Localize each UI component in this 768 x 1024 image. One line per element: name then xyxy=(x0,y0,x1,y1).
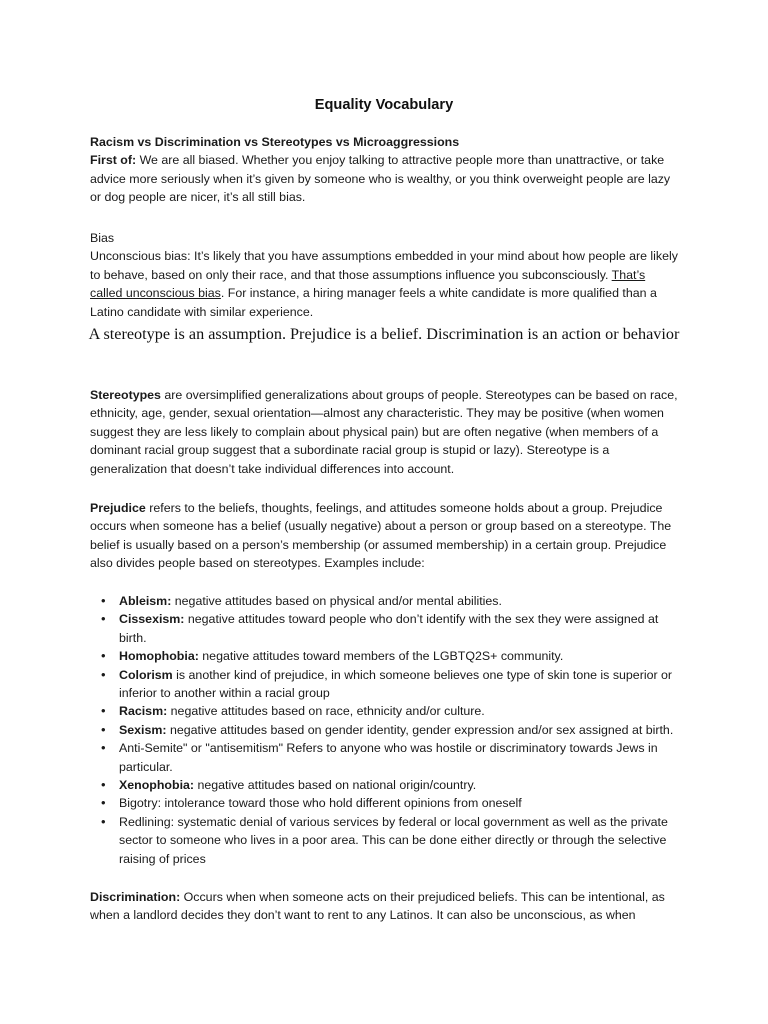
first-of-paragraph xyxy=(90,151,680,206)
discrimination-section xyxy=(90,888,680,925)
bullet-text: is another kind of prejudice, in which someone believes one type of skin tone is superior or inferior to another within a racial group xyxy=(119,667,673,701)
bias-paragraph xyxy=(90,247,680,321)
bullet-term: Cissexism: xyxy=(119,612,185,627)
list-item xyxy=(90,794,680,812)
bullet-text: Redlining: systematic denial of various services by federal or local government as well as the private sector to someone who lives in a poor area. This can be done either directly or through the selective raising of prices xyxy=(119,814,668,866)
bullet-term: Colorism xyxy=(119,667,173,682)
key-quote: A stereotype is an assumption. Prejudice is a belief. Discrimination is an action or behavior xyxy=(88,325,680,343)
bias-heading: Bias xyxy=(90,231,115,245)
stereotypes-term: Stereotypes xyxy=(90,388,161,402)
bullet-text: negative attitudes based on race, ethnicity and/or culture. xyxy=(167,704,485,719)
stereotypes-paragraph xyxy=(90,386,680,478)
list-item xyxy=(90,776,680,794)
discrimination-term: Discrimination: xyxy=(90,890,181,904)
bullet-text: negative attitudes toward people who don’t identify with the sex they were assigned at birth. xyxy=(119,612,659,645)
unconscious-bias-underlined: That’s called unconscious bias xyxy=(90,267,646,301)
bullet-term: Homophobia: xyxy=(119,649,199,664)
list-item xyxy=(90,739,680,776)
bullet-term: Xenophobia: xyxy=(119,778,195,793)
prejudice-paragraph xyxy=(90,499,680,573)
bullet-term: Sexism: xyxy=(119,722,167,737)
bullet-text: negative attitudes based on national origin/country. xyxy=(194,778,477,793)
bullet-text: Bigotry: intolerance toward those who hold different opinions from oneself xyxy=(119,796,522,811)
list-item xyxy=(90,666,680,703)
stereotypes-text: are oversimplified generalizations about groups of people. Stereotypes can be based on race, ethnicity, age, gender, sexual orientation—almost any characteristic. They may be positive (when women suggest they are less likely to complain about physical pain) but are often negative (when members of a dominant racial group suggest that a subordinate racial group is stupid or lazy). Stereotype is a generalization that doesn’t take individual differences into account. xyxy=(90,388,678,476)
bias-text-after: . For instance, a hiring manager feels a white candidate is more qualified than a Latino candidate with similar experience. xyxy=(90,286,657,319)
list-item xyxy=(90,702,680,720)
discrimination-text: Occurs when when someone acts on their prejudiced beliefs. This can be intentional, as when a landlord decides they don’t want to rent to any Latinos. It can also be unconscious, as when xyxy=(90,890,665,923)
bias-text-before: Unconscious bias: It’s likely that you have assumptions embedded in your mind about how people are likely to behave, based on only their race, and that those assumptions influence you subconsciously. xyxy=(90,249,678,282)
prejudice-section xyxy=(90,499,680,573)
bullet-text: Anti-Semite" or "antisemitism" Refers to anyone who was hostile or discriminatory towards Jews in particular. xyxy=(119,741,658,774)
intro-section xyxy=(90,133,680,207)
prejudice-term: Prejudice xyxy=(90,501,146,515)
subheading: Racism vs Discrimination vs Stereotypes vs Microaggressions xyxy=(90,135,460,149)
bias-section xyxy=(90,229,680,321)
prejudice-examples xyxy=(90,592,680,868)
list-item xyxy=(90,592,680,610)
bullet-text: negative attitudes based on physical and/or mental abilities. xyxy=(171,594,502,608)
list-item xyxy=(90,610,680,647)
stereotypes-section xyxy=(90,386,680,478)
first-of-label: First of: xyxy=(90,153,137,168)
examples-list xyxy=(90,592,680,868)
list-item xyxy=(90,647,680,665)
first-of-text: We are all biased. Whether you enjoy talking to attractive people more than unattractive, or take advice more seriously when it’s given by someone who is wealthy, or you think overweight people are lazy or dog people are nicer, it’s all still bias. xyxy=(90,153,671,205)
bullet-term: Racism: xyxy=(119,704,168,719)
list-item xyxy=(90,813,680,868)
bullet-text: negative attitudes toward members of the LGBTQ2S+ community. xyxy=(198,649,564,664)
document-title: Equality Vocabulary xyxy=(314,97,454,113)
bullet-text: negative attitudes based on gender identity, gender expression and/or sex assigned at birth. xyxy=(166,722,674,737)
bullet-term: Ableism: xyxy=(119,594,172,608)
list-item xyxy=(90,721,680,739)
prejudice-text: refers to the beliefs, thoughts, feelings, and attitudes someone holds about a group. Prejudice occurs when someone has a belief (usually negative) about a person or group based on a stereotype. The belief is usually based on a person’s membership (or assumed membership) in a certain group. Prejudice also divides people based on stereotypes. Examples include: xyxy=(90,501,672,571)
discrimination-paragraph xyxy=(90,888,680,925)
